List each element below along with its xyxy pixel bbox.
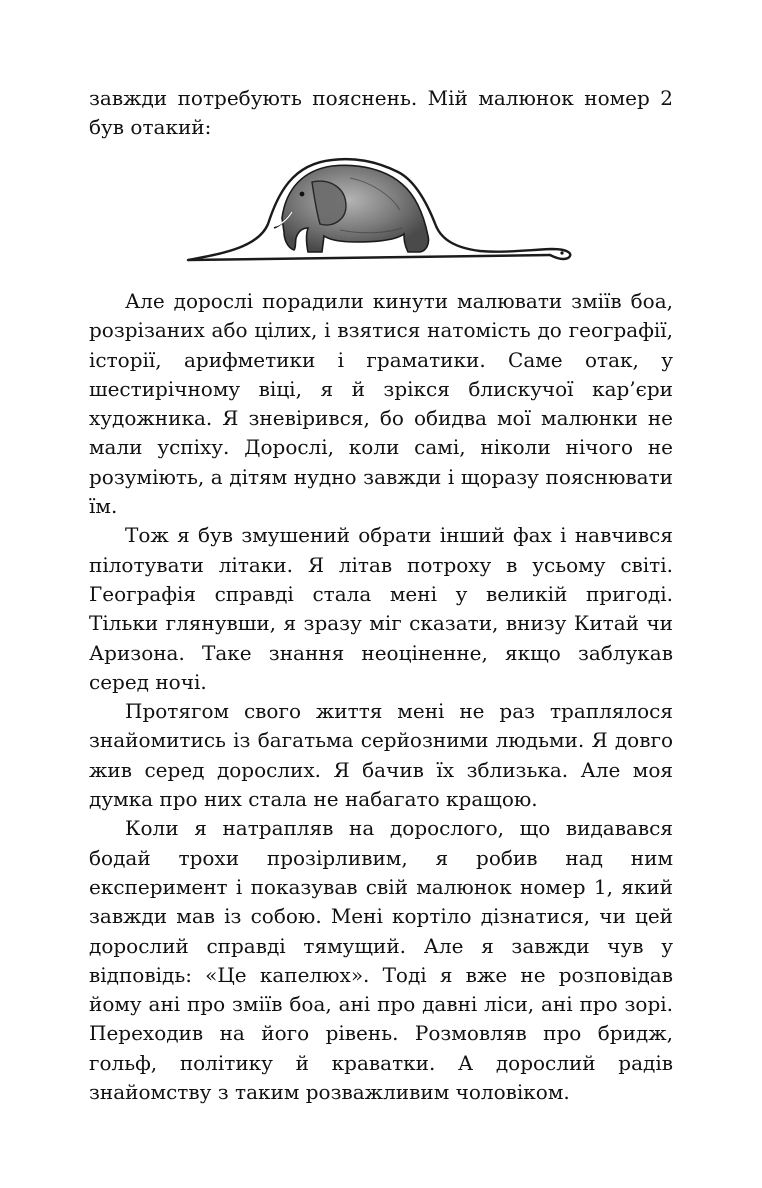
main-text (89, 287, 673, 1107)
paragraph-1: Але дорослі порадили кинути малювати змiїв боа, розрізаних або цілих, і взятися натомість до географії, історії, арифметики і граматики. Саме отак, у шестирічному віці, я й зрікся блискучої кар’єри художника. Я зневірився, бо обидва мої малюнки не мали успіху. Дорослі, коли самі, ніколи нічого не розуміють, а дітям нудно завжди і щоразу пояснювати їм. (89, 289, 673, 519)
intro-text (89, 84, 673, 143)
paragraph-3: Протягом свого життя мені не раз траплялося знайомитись із багатьма серйозними людьми. Я довго жив серед дорослих. Я бачив їх зблизька. Але моя думка про них стала не набагато кращою. (89, 699, 673, 812)
intro-paragraph: завжди потребують пояснень. Мій малюнок номер 2 був отакий: (89, 86, 673, 140)
boa-elephant-illustration (180, 148, 580, 268)
paragraph-4: Коли я натрапляв на дорослого, що видавався бодай трохи прозірливим, я робив над ним експеримент і показував свій малюнок номер 1, який завжди мав із собою. Мені кортіло дізнатися, чи цей дорослий справді тямущий. Але я завжди чув у відповідь: «Це капелюх». Тоді я вже не розповідав йому ані про зміїв боа, ані про давні ліси, ані про зорі. Переходив на його рівень. Розмовляв про бридж, гольф, політику й краватки. А дорослий радів знайомству з таким розважливим чоловіком. (89, 816, 673, 1105)
paragraph-2: Тож я був змушений обрати інший фах і навчився пілотувати літаки. Я літав потроху в усьому світі. Географія справді стала мені у великій пригоді. Тільки глянувши, я зразу міг сказати, внизу Китай чи Аризона. Таке знання неоціненне, якщо заблукав серед ночі. (89, 523, 673, 694)
